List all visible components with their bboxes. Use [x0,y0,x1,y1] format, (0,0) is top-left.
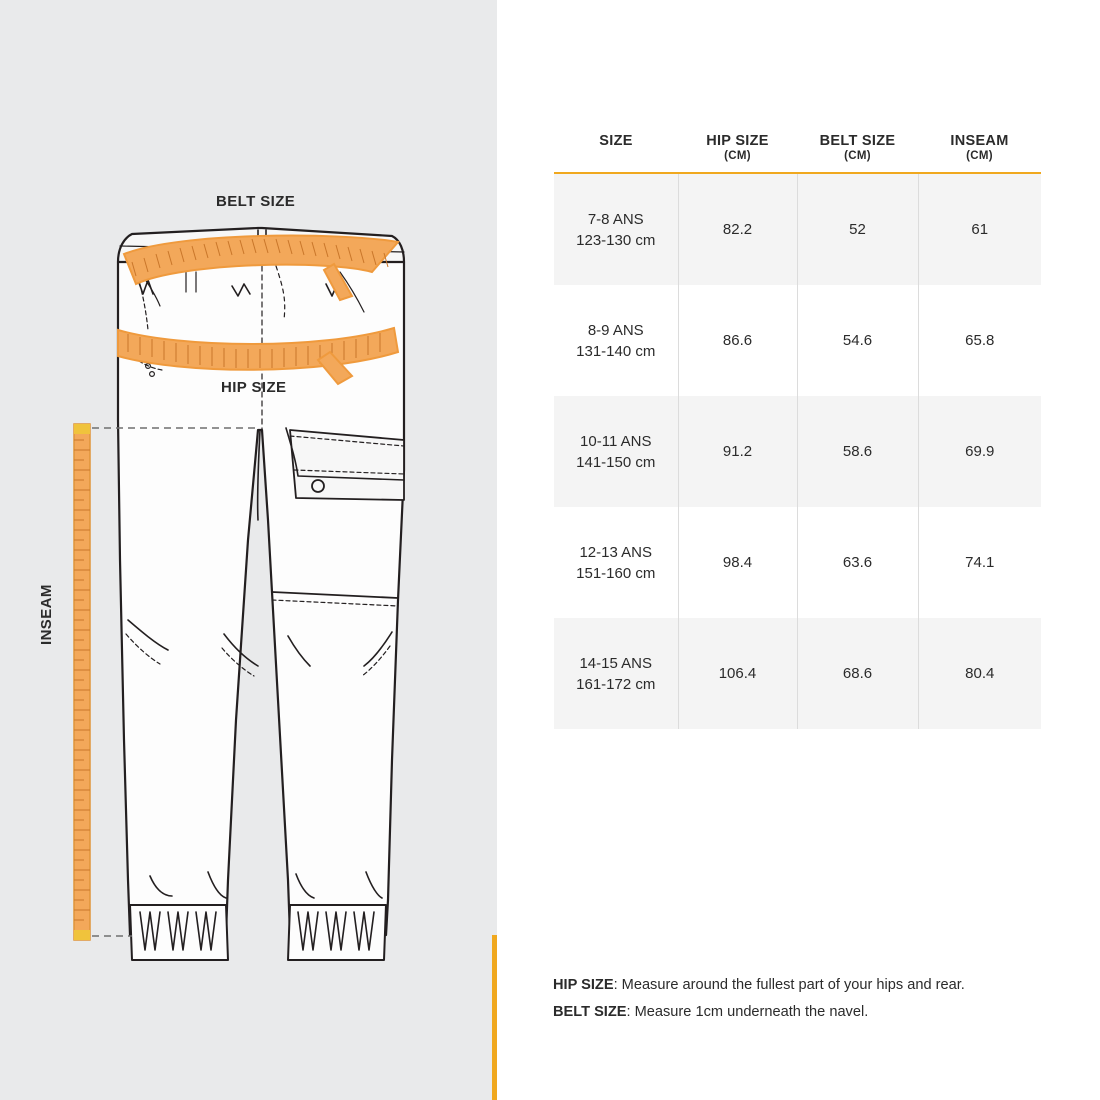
size-chart-table [554,133,1041,729]
column-header-belt [797,133,918,173]
column-header-size-title: SIZE [599,133,633,149]
column-header-inseam [918,133,1041,173]
column-header-hip-title: HIP SIZE [706,133,769,149]
note-hip-size-text: : Measure around the fullest part of your hips and rear. [613,977,965,993]
table-header-row [554,133,1041,173]
cell-hip: 106.4 [678,618,797,729]
cell-belt: 54.6 [797,285,918,396]
table-row [554,173,1041,285]
measurement-notes [553,972,1073,1026]
cell-size [554,285,678,396]
cell-size-age: 7-8 ANS [587,210,644,228]
column-header-inseam-unit: (CM) [966,150,993,162]
column-header-hip [678,133,797,173]
inseam-diagram-label: INSEAM [38,584,55,645]
note-hip-size [553,972,1073,999]
hip-size-diagram-label: HIP SIZE [221,379,287,396]
column-header-hip-unit: (CM) [724,150,751,162]
cell-inseam: 74.1 [918,507,1041,618]
cell-size [554,618,678,729]
cell-hip: 82.2 [678,173,797,285]
belt-size-diagram-label: BELT SIZE [216,193,296,210]
cell-size-height: 141-150 cm [576,453,656,471]
cell-size [554,173,678,285]
cell-size-age: 12-13 ANS [579,543,653,561]
cell-hip: 91.2 [678,396,797,507]
cell-inseam: 80.4 [918,618,1041,729]
cell-size-height: 161-172 cm [576,675,656,693]
note-hip-size-key: HIP SIZE [553,977,614,993]
cell-size-age: 14-15 ANS [579,654,653,672]
cell-size-age: 10-11 ANS [580,432,652,450]
cell-hip: 98.4 [678,507,797,618]
column-header-inseam-title: INSEAM [950,133,1009,149]
cell-size-age: 8-9 ANS [587,321,644,339]
table-row [554,285,1041,396]
cell-belt: 58.6 [797,396,918,507]
cell-inseam: 69.9 [918,396,1041,507]
note-belt-size-text: : Measure 1cm underneath the navel. [626,1003,869,1020]
cell-size [554,507,678,618]
column-header-belt-title: BELT SIZE [819,133,896,149]
cell-hip: 86.6 [678,285,797,396]
size-table-panel [497,0,1100,1100]
column-header-belt-unit: (CM) [844,150,871,162]
cell-size [554,396,678,507]
cell-inseam: 65.8 [918,285,1041,396]
cell-belt: 52 [797,173,918,285]
cell-belt: 68.6 [797,618,918,729]
illustration-panel [0,0,497,1100]
table-row [554,396,1041,507]
cell-size-height: 151-160 cm [576,564,656,582]
column-header-size [554,133,678,173]
table-row [554,507,1041,618]
note-belt-size [553,999,1073,1026]
trousers-illustration [0,0,497,1100]
table-row [554,618,1041,729]
cell-size-height: 123-130 cm [576,231,656,249]
note-belt-size-key: BELT SIZE [553,1003,627,1020]
cell-inseam: 61 [918,173,1041,285]
cell-belt: 63.6 [797,507,918,618]
cell-size-height: 131-140 cm [576,342,656,360]
